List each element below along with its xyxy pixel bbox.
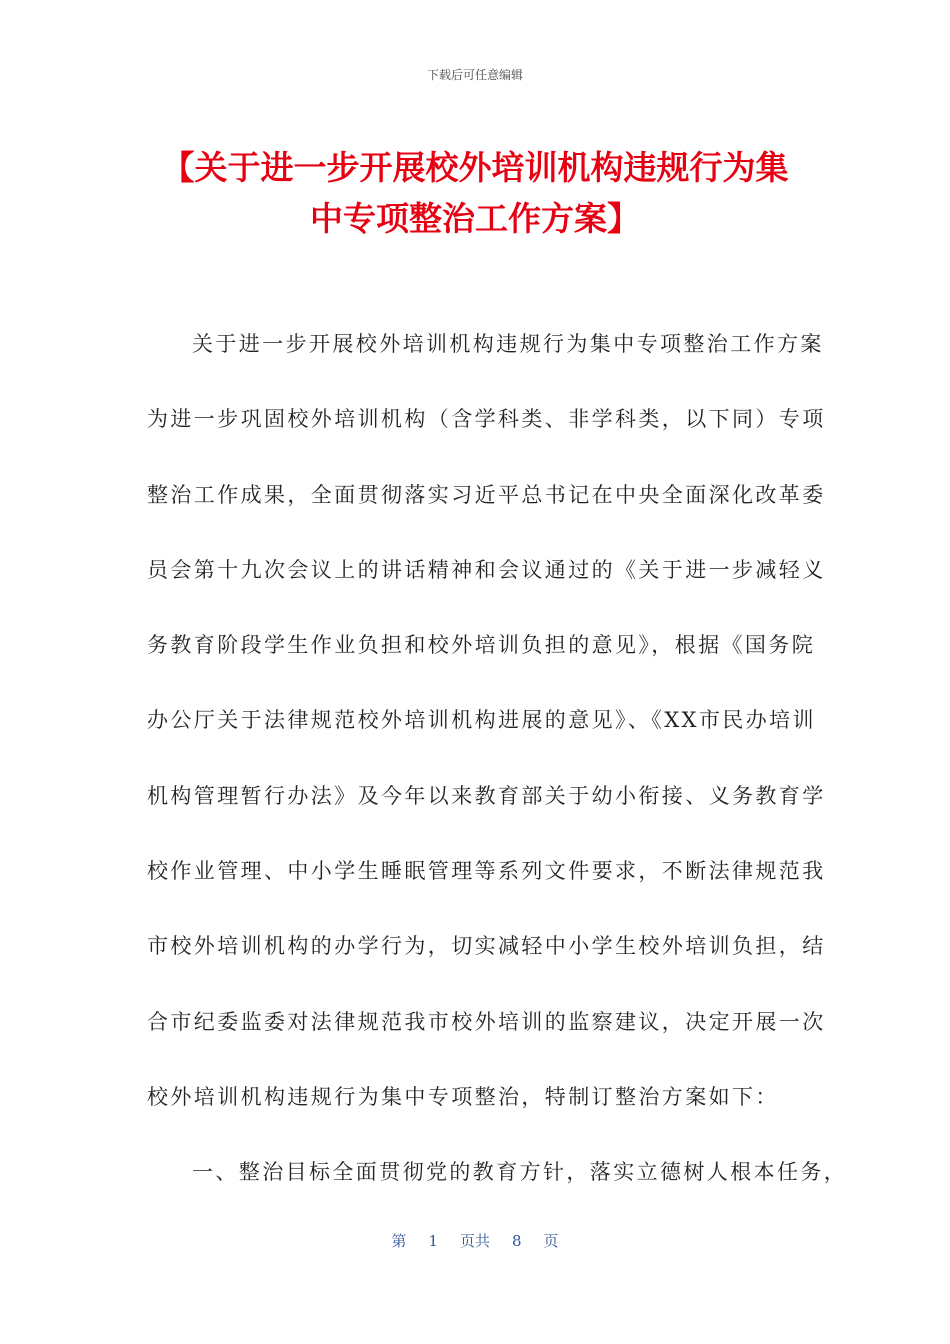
paragraph-line: 机构管理暂行办法》及今年以来教育部关于幼小衔接、义务教育学 (147, 783, 826, 808)
paragraph-line: 校外培训机构违规行为集中专项整治，特制订整治方案如下： (147, 1084, 779, 1109)
current-page-number: 1 (428, 1232, 438, 1250)
paragraph-line: 员会第十九次会议上的讲话精神和会议通过的《关于进一步减轻义 (147, 557, 826, 582)
paragraph-line: 为进一步巩固校外培训机构（含学科类、非学科类，以下同）专项 (147, 407, 826, 432)
document-title (120, 142, 830, 244)
section-heading-line: 一、整治目标全面贯彻党的教育方针，落实立德树人根本任务， (192, 1160, 848, 1185)
header-note: 下载后可任意编辑 (426, 68, 523, 82)
page-label-prefix: 第 (391, 1232, 407, 1250)
page-label-mid: 页共 (459, 1232, 490, 1250)
paragraph-line: 合市纪委监委对法律规范我市校外培训的监察建议，决定开展一次 (147, 1009, 826, 1034)
page-label-suffix: 页 (543, 1232, 559, 1250)
paragraph-line: 务教育阶段学生作业负担和校外培训负担的意见》，根据《国务院 (147, 633, 816, 658)
body-text (147, 330, 848, 1234)
paragraph-line: 关于进一步开展校外培训机构违规行为集中专项整治工作方案 (192, 332, 824, 356)
total-pages-number: 8 (512, 1232, 522, 1250)
document-title-line-1: 【关于进一步开展校外培训机构违规行为集 (161, 148, 789, 187)
document-title-line-2: 中专项整治工作方案】 (310, 199, 640, 238)
paragraph-line: 市校外培训机构的办学行为，切实减轻中小学生校外培训负担，结 (147, 934, 826, 959)
paragraph-line: 办公厅关于法律规范校外培训机构进展的意见》、《XX市民办培训 (147, 708, 816, 733)
page-footer (0, 1230, 950, 1251)
paragraph-line: 校作业管理、中小学生睡眠管理等系列文件要求，不断法律规范我 (147, 859, 826, 884)
paragraph-line: 整治工作成果，全面贯彻落实习近平总书记在中央全面深化改革委 (147, 482, 826, 507)
